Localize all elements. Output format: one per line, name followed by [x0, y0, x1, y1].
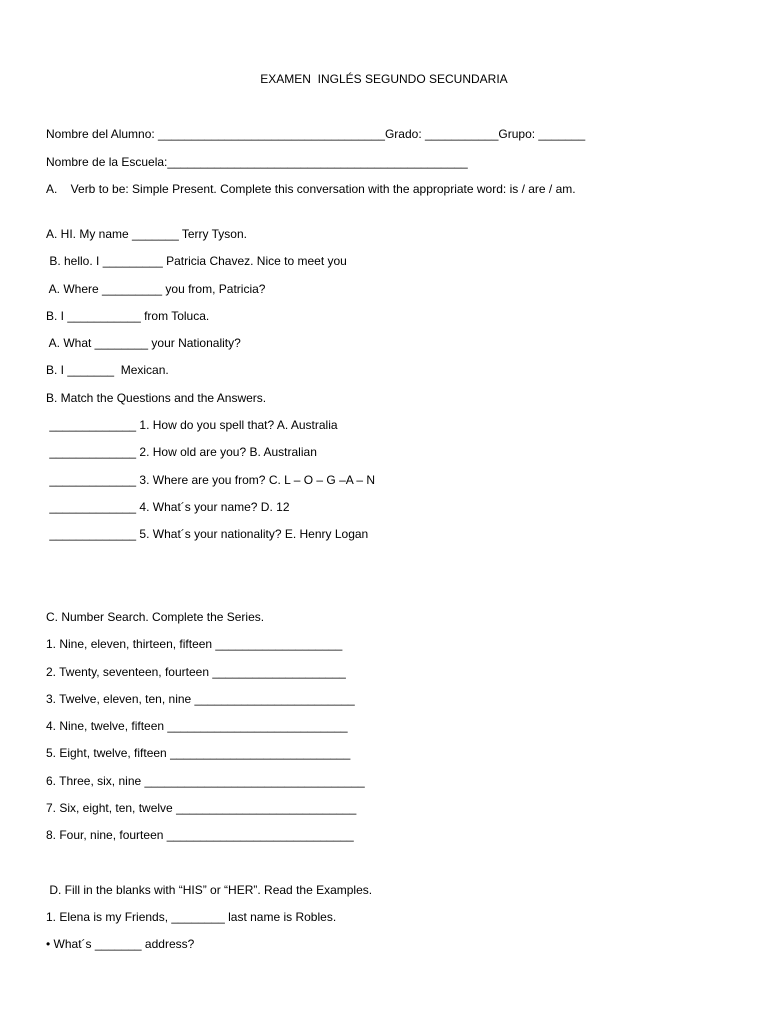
section-b-line: _____________ 3. Where are you from? C. L – O – G –A – N: [46, 473, 376, 487]
section-d-line: • What´s _______ address?: [46, 937, 195, 951]
section-c-line: 6. Three, six, nine _________________________________: [46, 774, 365, 788]
section-c-line: 3. Twelve, eleven, ten, nine ________________________: [46, 692, 355, 706]
section-a-line: B. I _______ Mexican.: [46, 363, 169, 377]
section-a-line: B. I ___________ from Toluca.: [46, 309, 210, 323]
section-a-instruction: A. Verb to be: Simple Present. Complete this conversation with the appropriate word: is / are / am.: [46, 182, 576, 196]
page-title: EXAMEN INGLÉS SEGUNDO SECUNDARIA: [260, 72, 508, 86]
section-c-line: 5. Eight, twelve, fifteen ___________________________: [46, 746, 351, 760]
student-info-line: Nombre del Alumno: __________________________________Grado: ___________Grupo: _______: [46, 127, 586, 141]
section-b-instruction: B. Match the Questions and the Answers.: [46, 391, 267, 405]
section-a-line: A. What ________ your Nationality?: [46, 336, 241, 350]
section-b-line: _____________ 5. What´s your nationality? E. Henry Logan: [46, 527, 369, 541]
section-c-line: 2. Twenty, seventeen, fourteen ____________________: [46, 665, 346, 679]
section-b-line: _____________ 1. How do you spell that? A. Australia: [46, 418, 338, 432]
section-d-instruction: D. Fill in the blanks with “HIS” or “HER”. Read the Examples.: [46, 883, 373, 897]
school-name-line: Nombre de la Escuela:_____________________________________________: [46, 155, 468, 169]
section-a-line: B. hello. I _________ Patricia Chavez. Nice to meet you: [46, 254, 347, 268]
section-a-line: A. HI. My name _______ Terry Tyson.: [46, 227, 247, 241]
section-a-line: A. Where _________ you from, Patricia?: [46, 282, 266, 296]
section-c-line: 4. Nine, twelve, fifteen ___________________________: [46, 719, 348, 733]
section-c-line: 1. Nine, eleven, thirteen, fifteen ___________________: [46, 637, 343, 651]
section-c-line: 8. Four, nine, fourteen ____________________________: [46, 828, 354, 842]
section-b-line: _____________ 4. What´s your name? D. 12: [46, 500, 290, 514]
section-d-line: 1. Elena is my Friends, ________ last name is Robles.: [46, 910, 337, 924]
section-c-line: 7. Six, eight, ten, twelve ___________________________: [46, 801, 357, 815]
section-b-line: _____________ 2. How old are you? B. Australian: [46, 445, 317, 459]
section-c-instruction: C. Number Search. Complete the Series.: [46, 610, 265, 624]
